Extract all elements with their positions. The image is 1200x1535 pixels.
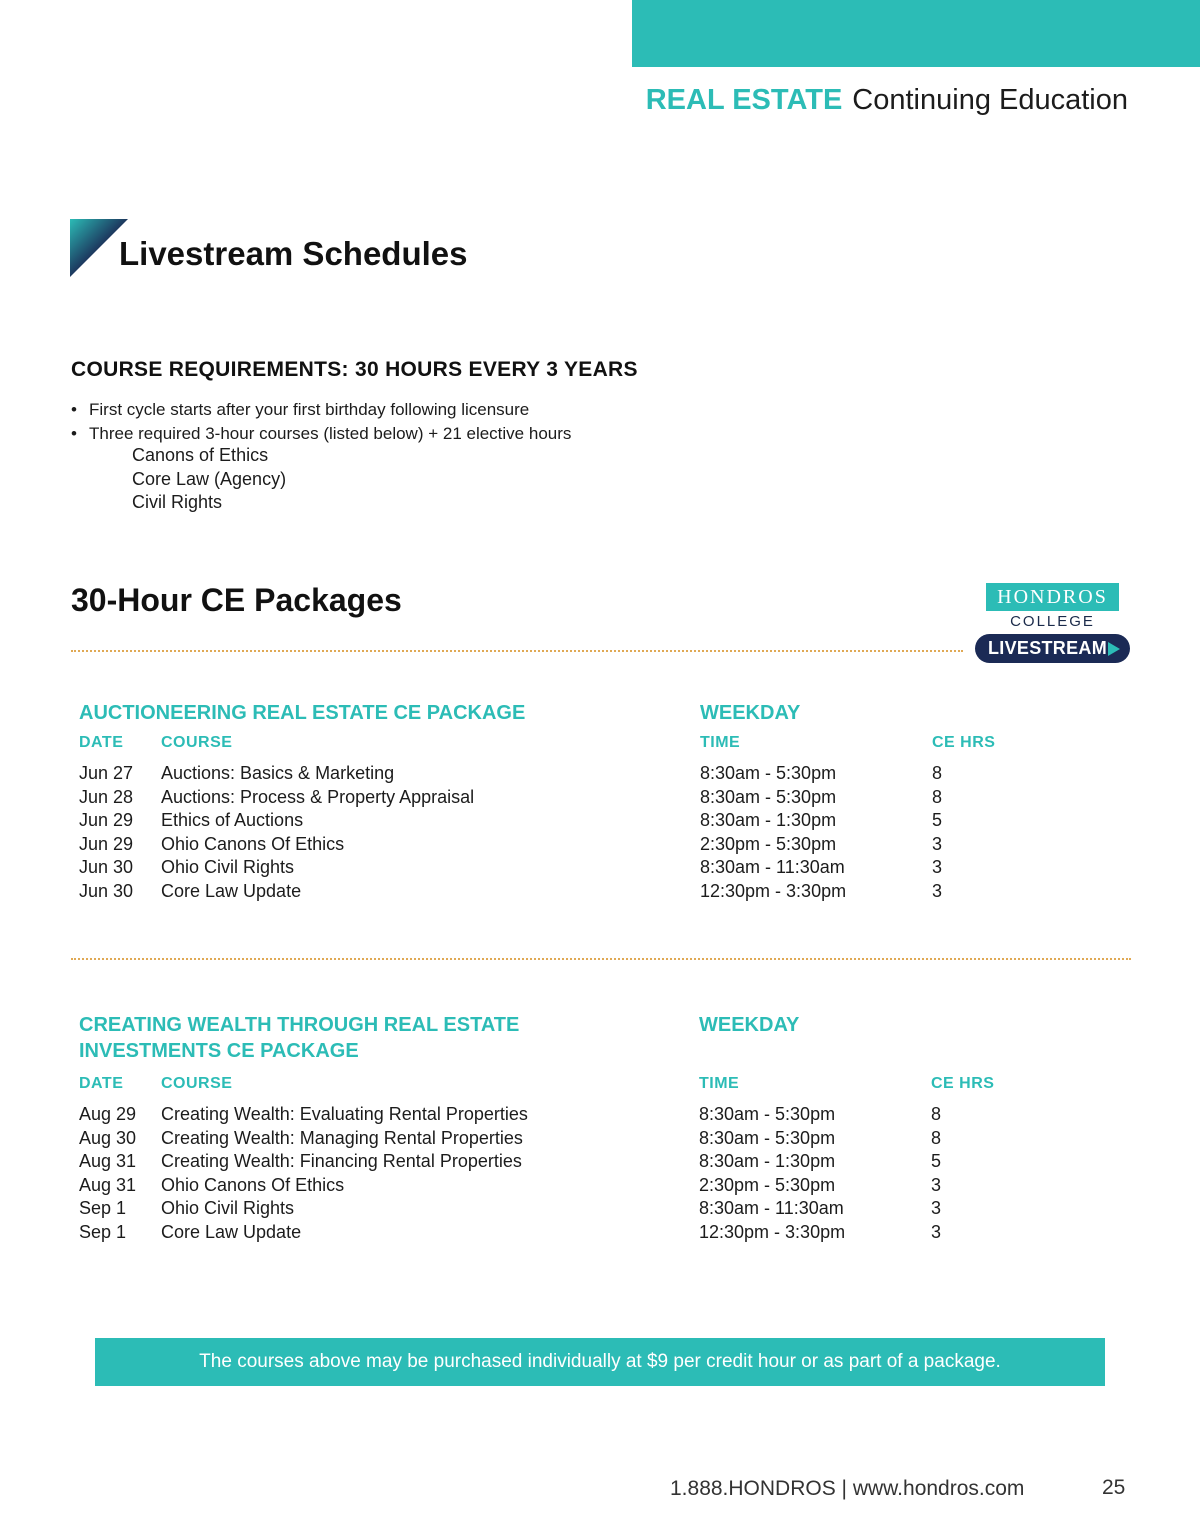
list-item: • Three required 3-hour courses (listed below) + 21 elective hours — [71, 422, 571, 446]
row-date: Aug 31 — [79, 1174, 137, 1195]
row-time: 8:30am - 5:30pm — [699, 1104, 836, 1124]
page-title: Livestream Schedules — [119, 235, 468, 272]
row-course: Creating Wealth: Financing Rental Properties — [161, 1151, 522, 1171]
requirements-list — [71, 398, 571, 445]
row-course: Ohio Civil Rights — [161, 1198, 295, 1218]
row-date: Jun 30 — [79, 857, 134, 877]
logo-wordmark: HONDROS — [986, 583, 1119, 611]
required-courses-list — [132, 444, 286, 515]
row-date: Sep 1 — [79, 1221, 127, 1242]
row-hours: 5 — [932, 810, 943, 830]
column-header-hours: CE HRS — [932, 734, 996, 751]
row-course: Ohio Civil Rights — [161, 857, 295, 877]
column-header-hours: CE HRS — [931, 1075, 995, 1092]
row-hours: 3 — [931, 1198, 942, 1218]
package-title — [79, 1012, 599, 1064]
row-time: 8:30am - 5:30pm — [699, 1127, 836, 1148]
divider — [71, 958, 1131, 960]
row-hours: 8 — [932, 763, 943, 783]
package-title: AUCTIONEERING REAL ESTATE CE PACKAGE — [79, 702, 526, 724]
header-accent-bar — [632, 0, 1200, 67]
row-course: Core Law Update — [161, 880, 302, 901]
pricing-note-banner: The courses above may be purchased individually at $9 per credit hour or as part of a package. — [95, 1338, 1105, 1386]
table-row — [0, 1222, 1200, 1246]
logo-subtitle: COLLEGE — [1010, 613, 1095, 630]
row-hours: 8 — [931, 1127, 942, 1148]
row-date: Aug 31 — [79, 1151, 137, 1171]
row-date: Jun 27 — [79, 763, 134, 783]
list-item: Core Law (Agency) — [132, 468, 287, 489]
header-title — [646, 84, 1128, 117]
column-header-course: COURSE — [161, 1075, 233, 1092]
column-header-date: DATE — [79, 1075, 124, 1092]
column-header-time: TIME — [700, 734, 741, 751]
row-course: Creating Wealth: Evaluating Rental Properties — [161, 1104, 528, 1124]
footer-contact: 1.888.HONDROS | www.hondros.com — [670, 1477, 1025, 1500]
row-course: Ohio Canons Of Ethics — [161, 1174, 345, 1195]
list-item: Civil Rights — [132, 492, 223, 512]
row-hours: 5 — [931, 1151, 942, 1171]
table-row — [0, 1104, 1200, 1128]
package-title-line: INVESTMENTS CE PACKAGE — [79, 1040, 359, 1062]
table-row — [0, 1198, 1200, 1222]
row-hours: 3 — [932, 880, 943, 901]
row-time: 2:30pm - 5:30pm — [700, 833, 837, 854]
row-hours: 8 — [931, 1104, 942, 1124]
livestream-badge — [975, 634, 1130, 663]
row-hours: 8 — [932, 786, 943, 807]
row-course: Ohio Canons Of Ethics — [161, 833, 345, 854]
table-row — [0, 787, 1200, 811]
table-row — [0, 1128, 1200, 1152]
table-row — [0, 810, 1200, 834]
row-hours: 3 — [931, 1174, 942, 1195]
row-date: Aug 29 — [79, 1104, 137, 1124]
row-date: Sep 1 — [79, 1198, 127, 1218]
schedule-table — [0, 763, 1200, 904]
row-date: Aug 30 — [79, 1127, 137, 1148]
package-schedule: WEEKDAY — [700, 702, 801, 724]
row-time: 12:30pm - 3:30pm — [699, 1221, 846, 1242]
row-time: 8:30am - 11:30am — [700, 857, 845, 877]
row-time: 2:30pm - 5:30pm — [699, 1174, 836, 1195]
row-time: 8:30am - 5:30pm — [700, 786, 837, 807]
row-course: Creating Wealth: Managing Rental Properties — [161, 1127, 523, 1148]
header-accent-text: REAL ESTATE — [645, 84, 843, 116]
row-hours: 3 — [932, 833, 943, 854]
header-title-text: Continuing Education — [852, 84, 1128, 116]
row-time: 12:30pm - 3:30pm — [700, 880, 847, 901]
package-schedule: WEEKDAY — [699, 1014, 800, 1036]
table-row — [0, 857, 1200, 881]
row-date: Jun 30 — [79, 880, 134, 901]
table-row — [0, 1175, 1200, 1199]
packages-heading: 30-Hour CE Packages — [71, 582, 402, 618]
row-time: 8:30am - 11:30am — [699, 1198, 844, 1218]
row-date: Jun 29 — [79, 833, 134, 854]
row-time: 8:30am - 1:30pm — [700, 810, 837, 830]
hondros-livestream-logo — [975, 583, 1130, 665]
row-course: Core Law Update — [161, 1221, 302, 1242]
requirements-heading: COURSE REQUIREMENTS: 30 HOURS EVERY 3 YEARS — [71, 358, 638, 381]
row-course: Ethics of Auctions — [161, 810, 304, 830]
table-row — [0, 834, 1200, 858]
row-date: Jun 28 — [79, 786, 134, 807]
row-time: 8:30am - 1:30pm — [699, 1151, 836, 1171]
column-header-course: COURSE — [161, 734, 233, 751]
livestream-badge-label: LIVESTREAM — [988, 638, 1108, 658]
table-row — [0, 1151, 1200, 1175]
row-time: 8:30am - 5:30pm — [700, 763, 837, 783]
row-course: Auctions: Process & Property Appraisal — [161, 786, 475, 807]
table-row — [0, 881, 1200, 905]
row-hours: 3 — [932, 857, 943, 877]
page-number: 25 — [1102, 1476, 1126, 1499]
schedule-table — [0, 1104, 1200, 1245]
package-title-line: CREATING WEALTH THROUGH REAL ESTATE — [79, 1014, 520, 1036]
list-item: • First cycle starts after your first birthday following licensure — [71, 398, 571, 422]
column-header-date: DATE — [79, 734, 124, 751]
list-item: Canons of Ethics — [132, 445, 269, 465]
row-date: Jun 29 — [79, 810, 134, 830]
column-header-time: TIME — [699, 1075, 740, 1092]
row-hours: 3 — [931, 1221, 942, 1242]
divider — [71, 650, 963, 652]
table-row — [0, 763, 1200, 787]
play-icon — [1108, 642, 1120, 656]
row-course: Auctions: Basics & Marketing — [161, 763, 395, 783]
